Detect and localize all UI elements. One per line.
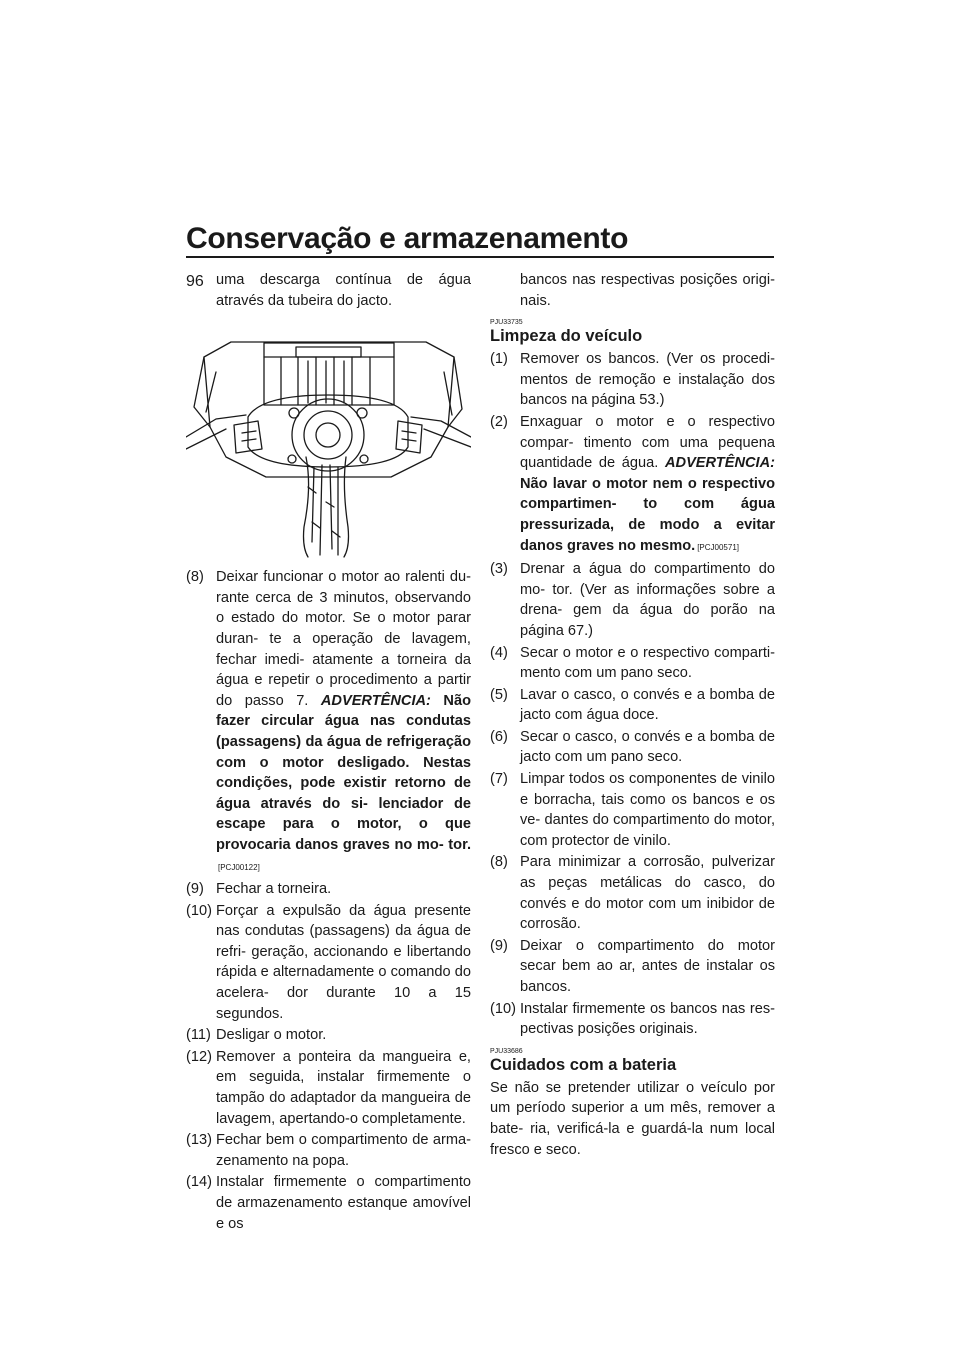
cleaning-step-3 [490, 559, 775, 641]
step-number: (5) [490, 686, 508, 703]
jet-nozzle-water-discharge-illustration [186, 317, 471, 561]
warning-text: Não lavar o motor nem o respectivo compartimen- to com água pressurizada, de modo a evitar danos graves no mesmo. [520, 475, 775, 554]
step-text: Lavar o casco, o convés e a bomba de jacto com água doce. [520, 686, 775, 724]
step-text: Drenar a água do compartimento do mo- tor. (Ver as informações sobre a drena- gem da água do porão na página 67.) [520, 561, 775, 639]
warning-text: Não fazer circular água nas condutas (passagens) da água de refrigeração com o motor desligado. Nestas condições, pode existir retorno de água através do si- lenciador de escape para o motor, o que provocaria danos graves no mo- tor. [216, 692, 471, 853]
step-number: (10) [490, 1000, 516, 1017]
step-number: (4) [490, 644, 508, 661]
step-number: (8) [490, 854, 508, 871]
step-number: (7) [490, 771, 508, 788]
step-8 [186, 567, 471, 878]
cleaning-step-5 [490, 685, 775, 726]
step-number: (1) [490, 351, 508, 368]
step-text: Desligar o motor. [216, 1027, 327, 1044]
step-text: Deixar funcionar o motor ao ralenti du- rante cerca de 3 minutos, observando o estado do motor. Se o motor parar duran- te a operação de lavagem, fechar imedi- atamente a torneira da água e repetir o procedimento a partir do passo 7. [216, 569, 471, 709]
cleaning-step-6 [490, 727, 775, 768]
page-title: Conservação e armazenamento [186, 222, 629, 255]
step-number: (8) [186, 569, 204, 586]
section-code: PJU33735 [490, 319, 523, 327]
page-number: 96 [186, 273, 204, 290]
step-text: Enxaguar o motor e o respectivo compar- timento com uma pequena quantidade de água. [520, 413, 775, 472]
step-number: (6) [490, 728, 508, 745]
right-column [490, 270, 775, 1160]
step-number: (12) [186, 1048, 212, 1065]
cleaning-step-10 [490, 999, 775, 1040]
step-text: Instalar firmemente o compartimento de armazenamento estanque amovível e os [216, 1174, 471, 1232]
step-number: (2) [490, 413, 508, 430]
warning-label: ADVERTÊNCIA: [320, 692, 431, 709]
step-number: (11) [186, 1027, 211, 1044]
section-title-battery: Cuidados com a bateria [490, 1055, 677, 1074]
step-9 [186, 879, 471, 900]
step-text: Remover a ponteira da mangueira e, em seguida, instalar firmemente o tampão do adaptador da mangueira de lavagem, apertando-o completamente. [216, 1048, 471, 1127]
step-number: (9) [490, 937, 508, 954]
step-text: Remover os bancos. (Ver os procedi- mentos de remoção e instalação dos bancos na página 53.) [520, 351, 775, 409]
step-text: Fechar bem o compartimento de arma- zenamento na popa. [216, 1132, 471, 1169]
step-text: Fechar a torneira. [216, 881, 332, 898]
warning-code: [PCJ00122] [218, 862, 260, 872]
step-number: (3) [490, 561, 508, 578]
step-number: (10) [186, 902, 212, 919]
step-text: Para minimizar a corrosão, pulverizar as peças metálicas do casco, do convés e do motor com um inibidor de corrosão. [520, 854, 775, 933]
cleaning-step-4 [490, 643, 775, 684]
header-rule [186, 256, 774, 258]
step-number: (9) [186, 881, 204, 898]
step-13 [186, 1130, 471, 1171]
warning-code: [PCJ00571] [697, 542, 739, 552]
step-text: Deixar o compartimento do motor secar bem ao ar, antes de instalar os bancos. [520, 937, 775, 995]
step-text: Secar o motor e o respectivo comparti- mento com um pano seco. [520, 644, 775, 682]
step-text: Secar o casco, o convés e a bomba de jacto com um pano seco. [520, 728, 775, 766]
step-12 [186, 1047, 471, 1129]
battery-paragraph: Se não se pretender utilizar o veículo por um período superior a um mês, remover a bate- ria, verificá-la e guardá-la num local fresco e seco. [490, 1079, 775, 1158]
cleaning-step-7 [490, 769, 775, 851]
step-text: Forçar a expulsão da água presente nas condutas (passagens) da água de refri- geração, accionando e libertando rápida e alternadamente o comando do acelera- dor durante 10 a 15 segundos. [216, 902, 471, 1022]
cleaning-step-9 [490, 936, 775, 998]
intro-paragraph: uma descarga contínua de água através da tubeira do jacto. [216, 272, 471, 309]
step-number: (13) [186, 1132, 212, 1149]
step-text: Instalar firmemente os bancos nas res- pectivas posições originais. [520, 1000, 775, 1038]
section-code: PJU33686 [490, 1047, 523, 1055]
step-14 [186, 1172, 471, 1234]
cleaning-step-8 [490, 852, 775, 934]
step-11 [186, 1025, 471, 1046]
section-title-cleaning: Limpeza do veículo [490, 327, 643, 346]
step-10 [186, 901, 471, 1025]
cleaning-step-1 [490, 349, 775, 411]
warning-label: ADVERTÊNCIA: [664, 455, 775, 472]
continuation-paragraph: bancos nas respectivas posições origi- nais. [520, 272, 775, 309]
step-number: (14) [186, 1174, 212, 1191]
left-column [186, 270, 471, 1235]
step-text: Limpar todos os componentes de vinilo e borracha, tais como os bancos e os ve- dantes do compartimento do motor, com protector de vinilo. [520, 771, 775, 849]
cleaning-step-2 [490, 412, 775, 558]
